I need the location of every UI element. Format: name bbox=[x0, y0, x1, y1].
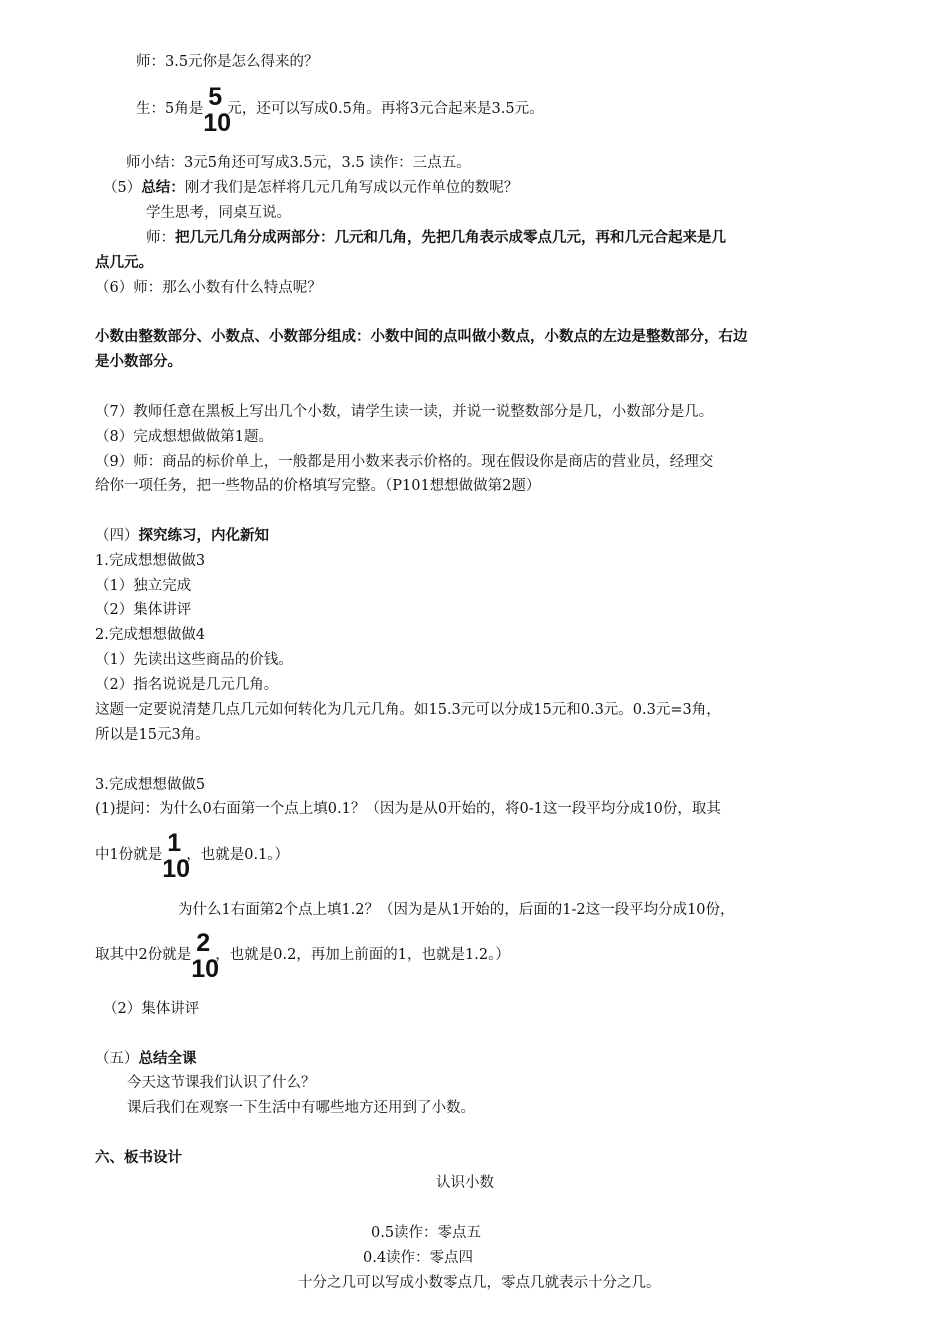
fraction-numerator: 1 bbox=[167, 829, 182, 857]
fraction bbox=[191, 929, 220, 983]
text-segment: （5） bbox=[103, 180, 142, 196]
text-segment: 师： bbox=[146, 230, 175, 246]
text-line: 3.完成想想做做5 bbox=[95, 777, 206, 793]
text-segment: 元，还可以写成0.5角。再将3元合起来是3.5元。 bbox=[227, 101, 544, 117]
bold-text-line: 是小数部分。 bbox=[95, 354, 182, 370]
text-line: （2）集体讲评 bbox=[103, 1001, 200, 1017]
text-line: 所以是15元3角。 bbox=[95, 727, 210, 743]
bold-text-line: 点几元。 bbox=[95, 255, 153, 271]
text-line: 师：3.5元你是怎么得来的？ bbox=[136, 54, 319, 70]
bold-label: 总结全课 bbox=[138, 1051, 197, 1067]
text-line: 给你一项任务，把一些物品的价格填写完整。（P101想想做做第2题） bbox=[95, 478, 541, 494]
text-line: 2.完成想想做做4 bbox=[95, 627, 206, 643]
text-segment: 刚才我们是怎样将几元几角写成以元作单位的数呢？ bbox=[184, 180, 519, 196]
board-line: 0.5读作：零点五 bbox=[371, 1225, 482, 1241]
fraction bbox=[203, 83, 232, 137]
text-line: 师小结：3元5角还可写成3.5元，3.5 读作：三点五。 bbox=[126, 155, 471, 171]
bold-label: 总结： bbox=[141, 180, 185, 196]
fraction bbox=[162, 829, 191, 883]
board-line: 十分之几可以写成小数零点几，零点几就表示十分之几。 bbox=[298, 1275, 661, 1291]
text-line-with-fraction bbox=[136, 83, 544, 137]
text-line bbox=[146, 228, 726, 248]
text-line: 课后我们在观察一下生活中有哪些地方还用到了小数。 bbox=[127, 1100, 475, 1116]
fraction-numerator: 5 bbox=[208, 83, 223, 111]
text-line: 1.完成想想做做3 bbox=[95, 553, 206, 569]
bold-label: 探究练习，内化新知 bbox=[138, 528, 269, 544]
text-line: （2）集体讲评 bbox=[95, 602, 192, 618]
text-segment: （四） bbox=[95, 528, 139, 544]
text-segment: ，也就是0.1。） bbox=[186, 847, 290, 863]
text-segment: （五） bbox=[95, 1051, 139, 1067]
fraction-denominator: 10 bbox=[203, 109, 232, 137]
text-line: （6）师：那么小数有什么特点呢？ bbox=[95, 280, 322, 296]
text-line-with-fraction bbox=[95, 929, 510, 983]
text-line: 学生思考，同桌互说。 bbox=[146, 205, 291, 221]
text-segment: ，也就是0.2，再加上前面的1，也就是1.2。） bbox=[215, 947, 510, 963]
section-heading bbox=[95, 1049, 197, 1069]
text-line: （9）师：商品的标价单上，一般都是用小数来表示价格的。现在假设你是商店的营业员，经理交 bbox=[95, 454, 714, 470]
text-line: （1）独立完成 bbox=[95, 578, 192, 594]
text-line: 今天这节课我们认识了什么？ bbox=[127, 1075, 316, 1091]
bold-text-line: 小数由整数部分、小数点、小数部分组成：小数中间的点叫做小数点，小数点的左边是整数部分，右边 bbox=[95, 329, 748, 345]
text-segment: 生：5角是 bbox=[136, 101, 204, 117]
text-line: 为什么1右面第2个点上填1.2？（因为是从1开始的，后面的1-2这一段平均分成10份， bbox=[178, 902, 735, 918]
text-line: （7）教师任意在黑板上写出几个小数，请学生读一读，并说一说整数部分是几，小数部分是几。 bbox=[95, 404, 714, 420]
text-line: （8）完成想想做做第1题。 bbox=[95, 429, 273, 445]
text-line: （1）先读出这些商品的价钱。 bbox=[95, 652, 293, 668]
board-title: 认识小数 bbox=[436, 1175, 494, 1191]
board-line: 0.4读作：零点四 bbox=[363, 1250, 474, 1266]
text-line: （2）指名说说是几元几角。 bbox=[95, 677, 279, 693]
text-line: (1)提问：为什么0右面第一个点上填0.1？（因为是从0开始的，将0-1这一段平均分成10份，取其 bbox=[95, 801, 721, 817]
section-heading bbox=[95, 526, 269, 546]
text-line bbox=[103, 178, 518, 198]
text-segment: 取其中2份就是 bbox=[95, 947, 192, 963]
text-line-with-fraction bbox=[95, 829, 290, 883]
fraction-numerator: 2 bbox=[196, 929, 211, 957]
bold-text: 把几元几角分成两部分：几元和几角，先把几角表示成零点几元，再和几元合起来是几 bbox=[175, 230, 726, 246]
fraction-denominator: 10 bbox=[162, 855, 191, 883]
fraction-denominator: 10 bbox=[191, 955, 220, 983]
text-segment: 中1份就是 bbox=[95, 847, 163, 863]
text-line: 这题一定要说清楚几点几元如何转化为几元几角。如15.3元可以分成15元和0.3元。0.3元=3角， bbox=[95, 702, 721, 718]
section-heading: 六、板书设计 bbox=[95, 1150, 182, 1166]
